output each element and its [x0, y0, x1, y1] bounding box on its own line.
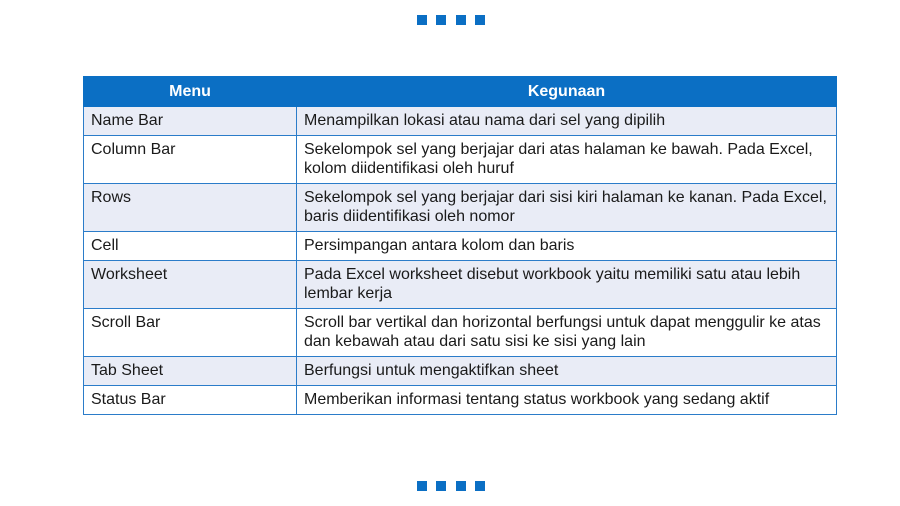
- usage-cell: Persimpangan antara kolom dan baris: [297, 232, 837, 261]
- square-dot-icon: [475, 15, 485, 25]
- menu-cell: Column Bar: [84, 136, 297, 184]
- table-row: [84, 309, 837, 357]
- square-dot-icon: [417, 15, 427, 25]
- table-row: [84, 107, 837, 136]
- table-header-row: [84, 77, 837, 107]
- usage-cell: Pada Excel worksheet disebut workbook yaitu memiliki satu atau lebih lembar kerja: [297, 261, 837, 309]
- menu-cell: Rows: [84, 184, 297, 232]
- menu-cell: Tab Sheet: [84, 357, 297, 386]
- menu-cell: Worksheet: [84, 261, 297, 309]
- table-row: [84, 232, 837, 261]
- usage-cell: Sekelompok sel yang berjajar dari sisi kiri halaman ke kanan. Pada Excel, baris diidentifikasi oleh nomor: [297, 184, 837, 232]
- square-dot-icon: [456, 15, 466, 25]
- table-row: [84, 386, 837, 415]
- table-row: [84, 136, 837, 184]
- decorative-dots-top: [417, 15, 485, 25]
- header-menu: Menu: [84, 77, 297, 107]
- menu-cell: Name Bar: [84, 107, 297, 136]
- decorative-dots-bottom: [417, 481, 485, 491]
- table-row: [84, 261, 837, 309]
- usage-cell: Menampilkan lokasi atau nama dari sel yang dipilih: [297, 107, 837, 136]
- square-dot-icon: [475, 481, 485, 491]
- table-row: [84, 184, 837, 232]
- menu-usage-table: [83, 76, 837, 415]
- usage-cell: Sekelompok sel yang berjajar dari atas halaman ke bawah. Pada Excel, kolom diidentifikasi oleh huruf: [297, 136, 837, 184]
- usage-cell: Memberikan informasi tentang status workbook yang sedang aktif: [297, 386, 837, 415]
- usage-cell: Scroll bar vertikal dan horizontal berfungsi untuk dapat menggulir ke atas dan kebawah atau dari satu sisi ke sisi yang lain: [297, 309, 837, 357]
- usage-cell: Berfungsi untuk mengaktifkan sheet: [297, 357, 837, 386]
- square-dot-icon: [436, 481, 446, 491]
- square-dot-icon: [456, 481, 466, 491]
- menu-cell: Scroll Bar: [84, 309, 297, 357]
- menu-cell: Cell: [84, 232, 297, 261]
- table-row: [84, 357, 837, 386]
- menu-cell: Status Bar: [84, 386, 297, 415]
- square-dot-icon: [436, 15, 446, 25]
- header-kegunaan: Kegunaan: [297, 77, 837, 107]
- square-dot-icon: [417, 481, 427, 491]
